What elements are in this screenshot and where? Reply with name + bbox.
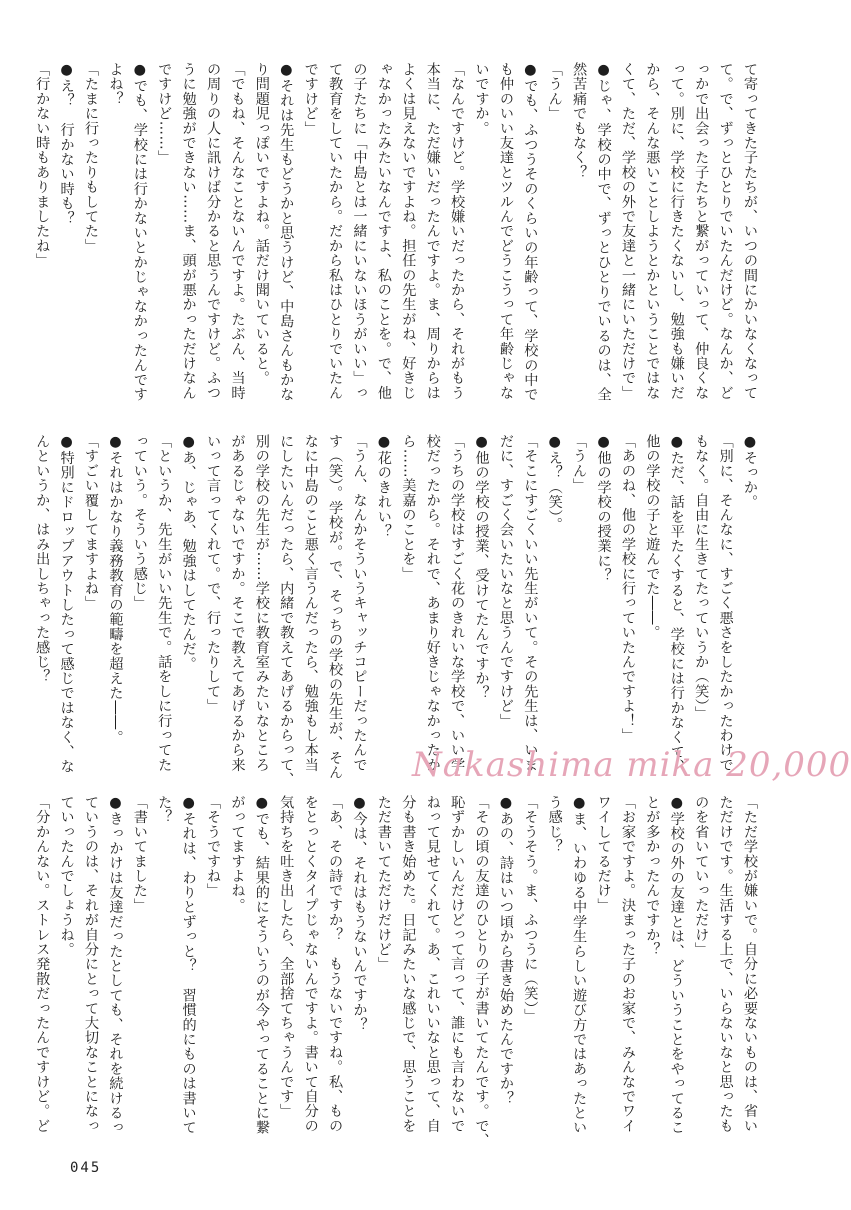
- text-column: ●それはかなり義務教育の範疇を超えた――。: [107, 434, 124, 745]
- text-column: があるじゃないですか。そこで教えてあげるから来: [229, 434, 246, 773]
- text-column: ねって見せてくれて。あ、これいいなと思って、自: [424, 795, 441, 1134]
- text-column: ●え？（笑）。: [546, 434, 563, 532]
- text-column: 別の学校の先生が……学校に教育室みたいなところ: [253, 434, 270, 773]
- text-column: 「あ、その詩ですか？ もうないですね。私、もの: [327, 795, 344, 1134]
- text-column: 「うん、なんかそういうキャッチコピーだったんで: [351, 434, 368, 773]
- text-column: て寄ってきた子たちが、いつの間にかいなくなって: [742, 62, 758, 401]
- text-column: ●でも、ふつうそのくらいの年齢って、学校の中で: [522, 62, 539, 402]
- article-text-upper: [34, 62, 762, 450]
- text-column: 「その頃の友達のひとりの子が書いてたんです。で、: [473, 795, 490, 1148]
- text-column: ワイしてるだけ」: [595, 795, 612, 913]
- text-column: だに、すごく会いたいなと思うんですけど」: [497, 434, 514, 728]
- text-column: て教育をしていたから。だから私はひとりでいたん: [327, 62, 344, 401]
- text-column: ●それは先生もどうかと思うけど、中島さんもかな: [278, 62, 295, 402]
- text-column: よくは見えないですよね。担任の先生がね、好きじ: [400, 62, 417, 401]
- text-column: いって言ってくれて。で、行ったりして」: [205, 434, 222, 714]
- text-column: 「というか、先生がいい先生で。話をしに行ってた: [156, 434, 173, 773]
- text-column: 「なんですけど。学校嫌いだったから、それがもう: [449, 62, 466, 401]
- text-column: ゃなかったみたいなんですよ、私のことを。で、他: [375, 62, 392, 401]
- text-column: ●ま、いわゆる中学生らしい遊び方ではあったとい: [571, 795, 588, 1135]
- text-column: 校だったから。それで、あまり好きじゃなかったか: [424, 434, 441, 773]
- text-column: も仲のいい友達とツルんでどうこうって年齢じゃな: [497, 62, 514, 401]
- text-column: 「でもね、そんなことないんですよ。たぶん、当時: [229, 62, 246, 401]
- text-column: 「書いてました」: [131, 795, 148, 913]
- text-column: ●でも、学校には行かないとかじゃなかったんです: [131, 62, 148, 402]
- text-column: って。別に、学校に行きたくないし、勉強も嫌いだ: [668, 62, 685, 401]
- text-column: にしたいんだったら、内緒で教えてあげるからって、: [278, 434, 295, 787]
- text-column: っかで出会った子たちと繋がっていって、仲良くな: [693, 62, 710, 401]
- text-column: 「あのね、他の学校に行っていたんですよ！」: [619, 434, 636, 743]
- text-column: 「そうそう。ま、ふつうに（笑）」: [522, 795, 539, 1024]
- text-column: ●そっか。: [742, 434, 758, 510]
- page-number: 045: [70, 1160, 102, 1176]
- text-column: 分も書き始めた。日記みたいな感じで、思うことを: [400, 795, 417, 1134]
- text-column: 気持ちを吐き出したら、全部捨てちゃうんです」: [278, 795, 295, 1119]
- text-column: がってますよね。: [229, 795, 246, 913]
- text-column: いですか。: [473, 62, 490, 136]
- text-column: 恥ずかしいんだけどって言って、誰にも言わないで: [449, 795, 466, 1134]
- text-column: た？: [156, 795, 173, 825]
- text-column: ●今は、それはもうないんですか？: [351, 795, 368, 1032]
- text-column: ですけど……」: [156, 62, 173, 165]
- text-column: ただけです。生活する上で、いらないなと思ったも: [717, 795, 734, 1134]
- text-column: ●それは、わりとずっと？ 習慣的にものは書いて: [180, 795, 197, 1135]
- article-text-lower: [22, 795, 762, 1148]
- text-column: から、そんな悪いことしようとかということではな: [644, 62, 661, 401]
- article-title: Nakashima mika 20,000: [412, 745, 851, 785]
- text-column: 「うん」: [571, 434, 588, 493]
- text-column: もなく。自由に生きてたっていうか（笑）」: [693, 434, 710, 721]
- text-column: ●でも、結果的にそういうのが今やってることに繋: [253, 795, 270, 1135]
- text-column: ●他の学校の授業、受けてたんですか？: [473, 434, 490, 701]
- text-column: ら……美嘉のことを」: [400, 434, 417, 581]
- text-column: ●ただ、話を平たくすると、学校には行かなくて、: [668, 434, 685, 774]
- text-column: うに勉強ができない……ま、頭が悪かっただけなん: [180, 62, 197, 401]
- text-column: ですけど」: [302, 62, 319, 136]
- text-column: の周りの人に訊けば分かると思うんですけど。ふつ: [205, 62, 222, 401]
- text-column: んというか、はみ出しちゃった感じ？: [34, 434, 51, 684]
- text-column: よね？: [107, 62, 124, 107]
- text-column: ●あ、じゃあ、勉強はしてたんだ。: [180, 434, 197, 671]
- text-column: 「分かんない。ストレス発散だったんですけど。ど: [34, 795, 51, 1134]
- text-column: なに中島のこと悪く言うんだったら、勉強もし本当: [302, 434, 319, 773]
- text-column: ●きっかけは友達だったとしても、それを続けるっ: [107, 795, 124, 1135]
- text-column: ●あの、詩はいつ頃から書き始めたんですか？: [497, 795, 514, 1106]
- text-column: ていったんでしょうね。: [58, 795, 75, 957]
- text-column: 「ただ学校が嫌いで。自分に必要ないものは、省い: [742, 795, 758, 1134]
- text-column: とが多かったんですか？: [644, 795, 661, 957]
- text-column: 「お家ですよ。決まった子のお家で、みんなでワイ: [619, 795, 636, 1134]
- text-column: ●学校の外の友達とは、どういうことをやってるこ: [668, 795, 685, 1135]
- text-column: 「すごい覆してますよね」: [83, 434, 100, 611]
- text-column: ただ書いてただけだけど」: [375, 795, 392, 972]
- text-column: 「別に、そんなに、すごく悪さをしたかったわけで: [717, 434, 734, 773]
- text-column: ●花のきれい？: [375, 434, 392, 539]
- text-column: ●特別にドロップアウトしたって感じではなく、な: [58, 434, 75, 774]
- text-column: ●え？ 行かない時も？: [58, 62, 75, 226]
- text-column: ていうのは、それが自分にとって大切なことになっ: [83, 795, 100, 1134]
- text-column: ●他の学校の授業に？: [595, 434, 612, 583]
- text-column: て。で、ずっとひとりでいたんだけど。なんか、ど: [717, 62, 734, 401]
- text-column: 「行かない時もありましたね」: [34, 62, 51, 268]
- text-column: のを省いていっただけ」: [693, 795, 710, 957]
- text-column: 「そうですね」: [205, 795, 222, 898]
- text-column: 「たまに行ったりもしてた」: [83, 62, 100, 254]
- text-column: 本当に、ただ嫌いだったんですよ。ま、周りからは: [424, 62, 441, 401]
- text-column: の子たちに「中島とは一緒にいないほうがいい」っ: [351, 62, 368, 401]
- text-column: 「うん」: [546, 62, 563, 121]
- text-column: をとっとくタイプじゃないんですよ。書いて自分の: [302, 795, 319, 1134]
- text-column: ●じゃ、学校の中で、ずっとひとりでいるのは、全: [595, 62, 612, 402]
- text-column: う感じ？: [546, 795, 563, 854]
- text-column: っていう。そういう感じ」: [131, 434, 148, 611]
- text-column: 「そこにすごくいい先生がいて。その先生は、いま: [522, 434, 539, 773]
- text-column: 然苦痛でもなく？: [571, 62, 588, 180]
- text-column: り問題児っぽいですよね。話だけ聞いていると。: [253, 62, 270, 386]
- text-column: 他の学校の子と遊んでた――。: [644, 434, 661, 640]
- text-column: す（笑）。学校が。で、そっちの学校の先生が、そん: [327, 434, 344, 780]
- text-column: くて、ただ、学校の外で友達と一緒にいただけで」: [619, 62, 636, 401]
- text-column: 「うちの学校はすごく花のきれいな学校で、いい学: [449, 434, 466, 773]
